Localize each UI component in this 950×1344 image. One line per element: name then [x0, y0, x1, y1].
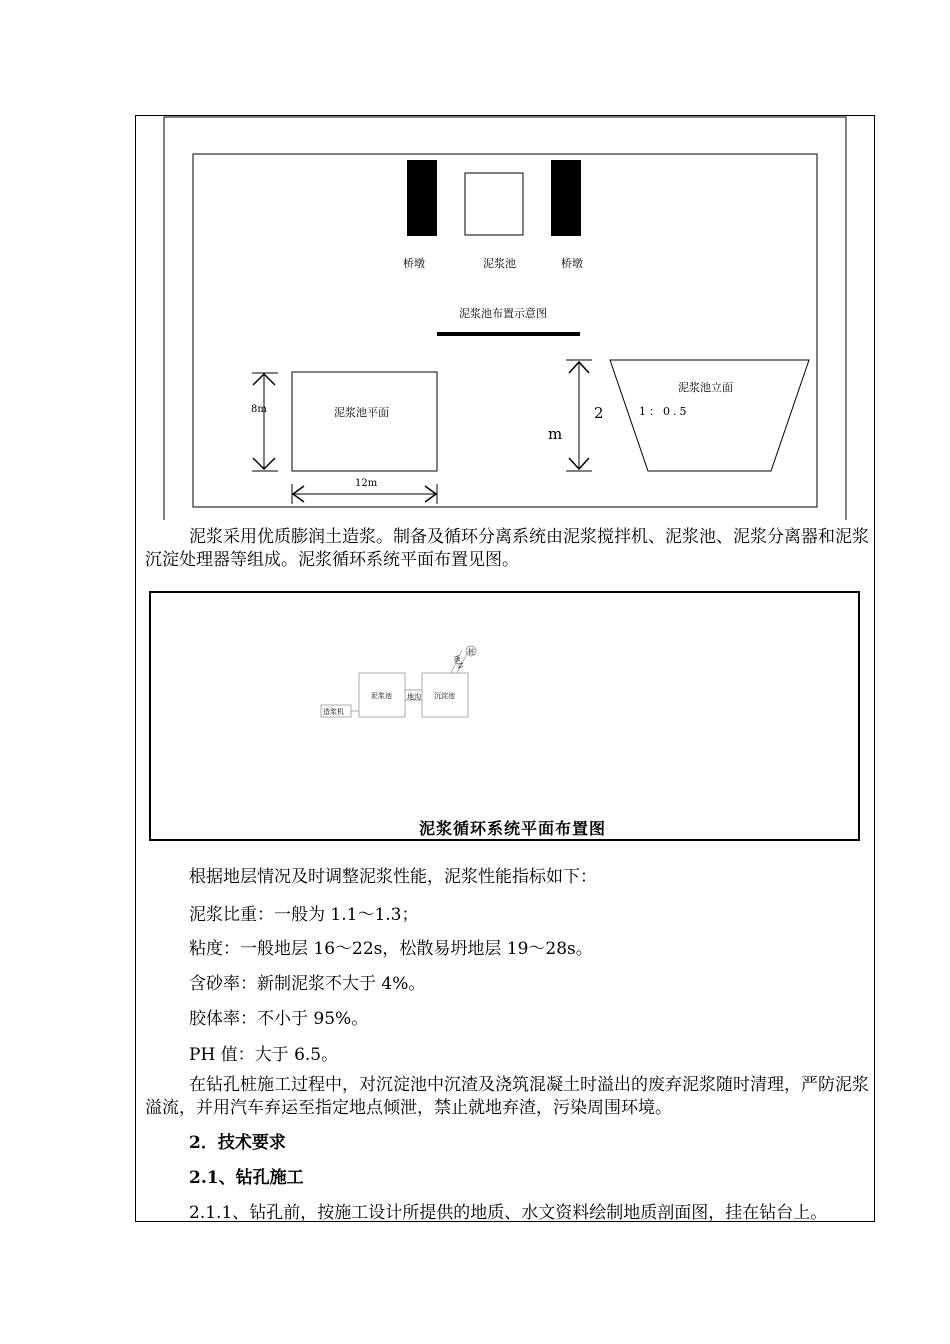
dim-12m-label: 12m	[355, 478, 378, 489]
box-pool-label: 泥浆池	[371, 692, 392, 700]
spec-density: 泥浆比重：一般为 1.1～1.3；	[189, 905, 419, 925]
diagram1-title: 泥浆池布置示意图	[459, 307, 547, 320]
paragraph-mud-properties: 根据地层情况及时调整泥浆性能，泥浆性能指标如下：	[189, 867, 597, 887]
pile-label: 桩	[468, 648, 475, 656]
spec-sand-content: 含砂率：新制泥浆不大于 4%。	[189, 974, 426, 994]
dim-8m-label: 8m	[251, 404, 267, 415]
spec-colloid-rate: 胶体率：不小于 95%。	[189, 1009, 369, 1029]
dim-2-label: 2	[594, 404, 604, 422]
circulation-diagram-title: 泥浆循环系统平面布置图	[419, 819, 607, 838]
slope-label: 1：0.5	[639, 405, 690, 418]
pool-plan-label: 泥浆池平面	[334, 406, 389, 419]
trench-label: 地沟	[407, 693, 421, 701]
label-pier-left: 桥墩	[403, 257, 425, 270]
paragraph-mud-prep: 泥浆采用优质膨润土造浆。制备及循环分离系统由泥浆搅拌机、泥浆池、泥浆分离器和泥浆沉淀处理器等组成。泥浆循环系统平面布置见图。	[145, 527, 869, 570]
box-settle-label: 沉淀池	[434, 692, 455, 700]
heading-drilling: 2.1、钻孔施工	[189, 1168, 304, 1188]
pool-elevation-label: 泥浆池立面	[678, 381, 733, 394]
label-pool: 泥浆池	[483, 257, 516, 270]
paragraph-drilling-prep: 2.1.1、钻孔前，按施工设计所提供的地质、水文资料绘制地质剖面图，挂在钻台上。	[189, 1203, 828, 1223]
dim-m-label: m	[548, 425, 563, 443]
spec-ph: PH 值：大于 6.5。	[189, 1045, 339, 1065]
box-mixer-label: 造浆机	[323, 708, 344, 716]
heading-technical-requirements: 2．技术要求	[189, 1133, 286, 1153]
trench2-label: 地沟	[451, 653, 465, 671]
label-pier-right: 桥墩	[561, 257, 583, 270]
paragraph-waste-disposal: 在钻孔桩施工过程中，对沉淀池中沉渣及浇筑混凝土时溢出的废弃泥浆随时清理，严防泥浆溢流，并用汽车弃运至指定地点倾泄，禁止就地弃渣，污染周围环境。	[145, 1075, 869, 1118]
spec-viscosity: 粘度：一般地层 16～22s，松散易坍地层 19～28s。	[189, 939, 593, 959]
